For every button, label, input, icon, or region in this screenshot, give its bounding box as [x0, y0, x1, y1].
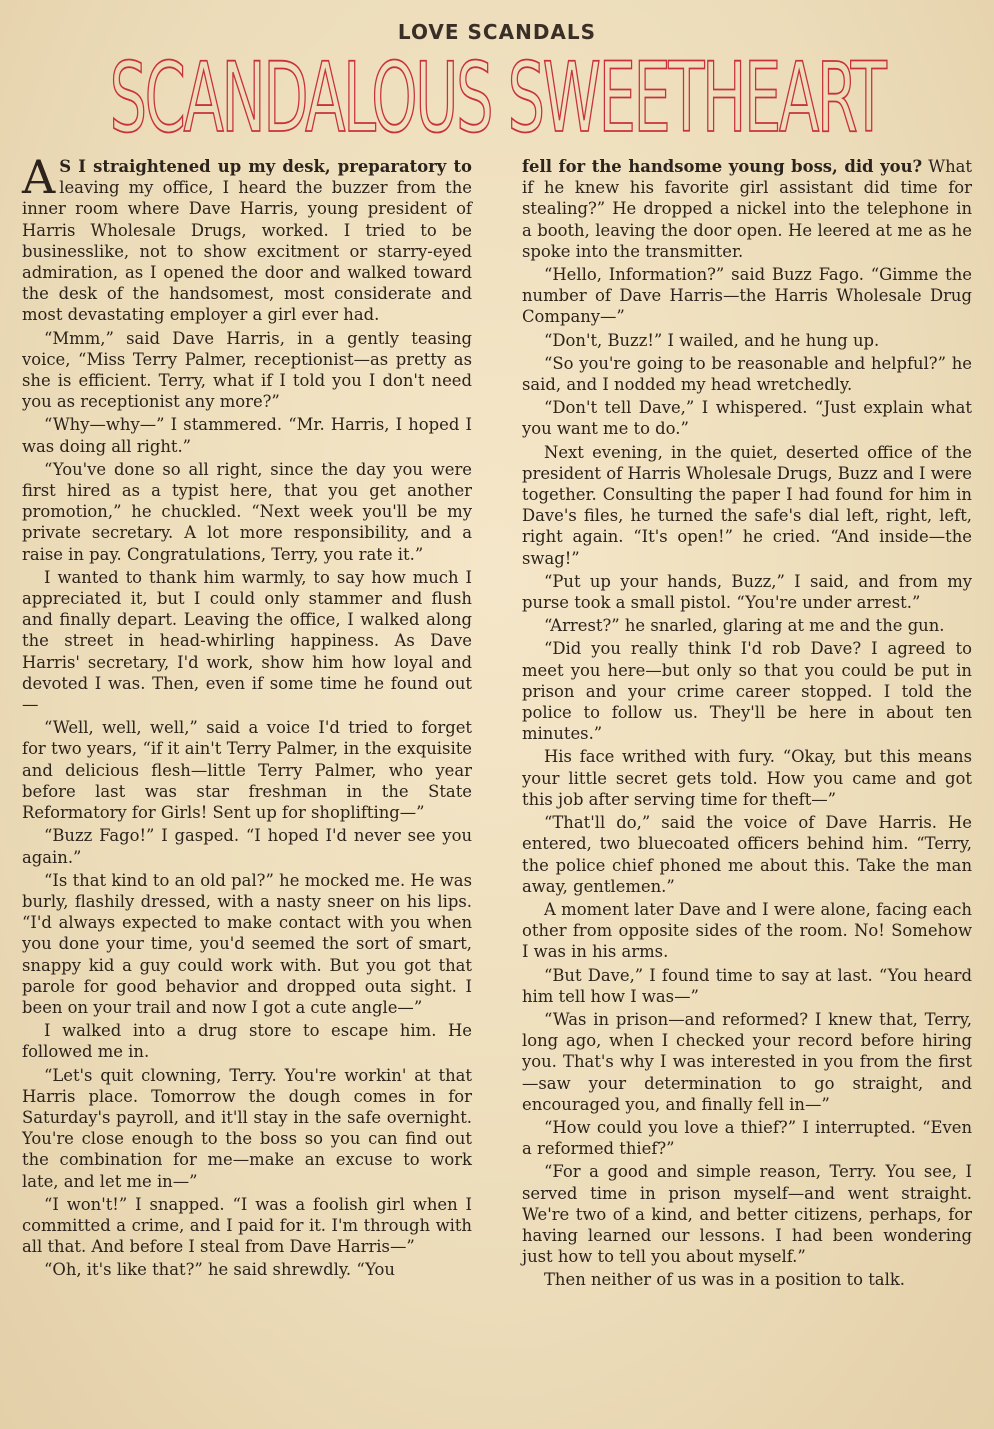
paragraph: “Arrest?” he snarled, glaring at me and the gun.: [544, 616, 945, 636]
paragraph: “But Dave,” I found time to say at last. “You heard him tell how I was—”: [522, 965, 972, 1006]
paragraph: I walked into a drug store to escape him. He followed me in.: [22, 1021, 472, 1062]
right-lead: fell for the handsome young boss, did you?: [522, 157, 923, 176]
left-column: [22, 150, 472, 1293]
paragraph: “Hello, Information?” said Buzz Fago. “Gimme the number of Dave Harris—the Harris Wholesale Drug Company—”: [522, 265, 972, 327]
paragraph: “Mmm,” said Dave Harris, in a gently teasing voice, “Miss Terry Palmer, receptionist—as pretty as she is efficient. Terry, what if I told you I don't need you as receptionist any more?”: [22, 328, 472, 412]
drop-cap: A: [22, 150, 56, 204]
paragraph: “Don't, Buzz!” I wailed, and he hung up.: [544, 330, 880, 350]
paragraph: Then neither of us was in a position to talk.: [544, 1270, 905, 1290]
paragraph: “Is that kind to an old pal?” he mocked me. He was burly, flashily dressed, with a nasty sneer on his lips. “I'd always expected to make contact with you when you done your time, you'd seemed the sort of smart, snappy kid a guy could work with. But you got that parole for good behavior and dropped outa sight. I been on your trail and now I got a cute angle—”: [22, 870, 472, 1017]
paragraph: “Don't tell Dave,” I whispered. “Just explain what you want me to do.”: [522, 398, 972, 439]
paragraph: I wanted to thank him warmly, to say how much I appreciated it, but I could only stammer and flush and finally depart. Leaving the office, I walked along the street in head-whirling happiness. As Dave Harris' secretary, I'd work, show him how loyal and devoted I was. Then, even if some time he found out—: [22, 567, 472, 715]
continued-paragraph: [522, 156, 972, 262]
paragraph: “Was in prison—and reformed? I knew that, Terry, long ago, when I checked your record before hiring you. That's why I was interested in you from the first—saw your determination to go straight, and encouraged you, and finally fell in—”: [522, 1009, 972, 1114]
paragraph: leaving my office, I heard the buzzer from the inner room where Dave Harris, young president of Harris Wholesale Drugs, worked. I tried to be businesslike, not to show excitment or starry-eyed admiration, as I opened the door and walked toward the desk of the handsomest, most considerate and most devastating employer a girl ever had.: [22, 178, 472, 325]
story-title: SCANDALOUS SWEETHEART: [109, 41, 885, 154]
paragraph: “So you're going to be reasonable and helpful?” he said, and I nodded my head wretchedly.: [522, 353, 972, 395]
paragraph: “Put up your hands, Buzz,” I said, and from my purse took a small pistol. “You're under arrest.”: [522, 571, 972, 613]
paragraph: “How could you love a thief?” I interrupted. “Even a reformed thief?”: [522, 1117, 972, 1159]
paragraph: “Why—why—” I stammered. “Mr. Harris, I hoped I was doing all right.”: [22, 415, 472, 456]
paragraph: “I won't!” I snapped. “I was a foolish girl when I committed a crime, and I paid for it. I'm through with all that. And before I steal from Dave Harris—”: [22, 1194, 472, 1257]
story-body: [22, 150, 972, 1293]
paragraph: “Let's quit clowning, Terry. You're workin' at that Harris place. Tomorrow the dough comes in for Saturday's payroll, and it'll stay in the safe overnight. You're close enough to the boss so you can find out the combination for me—make an excuse to work late, and let me in—”: [22, 1065, 472, 1191]
paragraph: Next evening, in the quiet, deserted office of the president of Harris Wholesale Drugs, Buzz and I were together. Consulting the paper I had found for him in Dave's files, he turned the safe's dial left, right, left, right again. “It's open!” he cried. “And inside—the swag!”: [522, 442, 972, 568]
paragraph: “Did you really think I'd rob Dave? I agreed to meet you here—but only so that you could be put in prison and your crime career stopped. I told the police to follow us. They'll be here in about ten minutes.”: [522, 639, 972, 744]
paragraph: “Buzz Fago!” I gasped. “I hoped I'd never see you again.”: [22, 826, 472, 867]
paragraph: A moment later Dave and I were alone, facing each other from opposite sides of the room. No! Somehow I was in his arms.: [522, 899, 972, 962]
paragraph: “You've done so all right, since the day you were first hired as a typist here, that you get another promotion,” he chuckled. “Next week you'll be my private secretary. A lot more responsibility, and a raise in pay. Congratulations, Terry, you rate it.”: [22, 459, 472, 564]
opening-paragraph: [22, 150, 472, 326]
kicker: LOVE SCANDALS: [397, 20, 597, 44]
paragraph: His face writhed with fury. “Okay, but this means your little secret gets told. How you came and got this job after serving time for theft—”: [522, 747, 972, 809]
right-column: [522, 156, 972, 1293]
paragraph: “That'll do,” said the voice of Dave Harris. He entered, two bluecoated officers behind him. “Terry, the police chief phoned me about this. Take the man away, gentlemen.”: [522, 813, 972, 896]
paragraph: “Well, well, well,” said a voice I'd tried to forget for two years, “if it ain't Terry Palmer, in the exquisite and delicious flesh—little Terry Palmer, who year before last was star freshman in the State Reformatory for Girls! Sent up for shoplifting—”: [22, 718, 472, 823]
paragraph: What if he knew his favorite girl assistant did time for stealing?” He dropped a nickel into the telephone in a booth, leaving the door open. He leered at me as he spoke into the transmitter.: [522, 157, 972, 261]
lead-in: S I straightened up my desk, preparatory to: [59, 157, 472, 176]
paragraph: “Oh, it's like that?” he said shrewdly. “You: [44, 1260, 395, 1280]
paragraph: “For a good and simple reason, Terry. You see, I served time in prison myself—and went straight. We're two of a kind, and better citizens, perhaps, for having learned our lessons. I had been wondering just how to tell you about myself.”: [522, 1162, 972, 1267]
